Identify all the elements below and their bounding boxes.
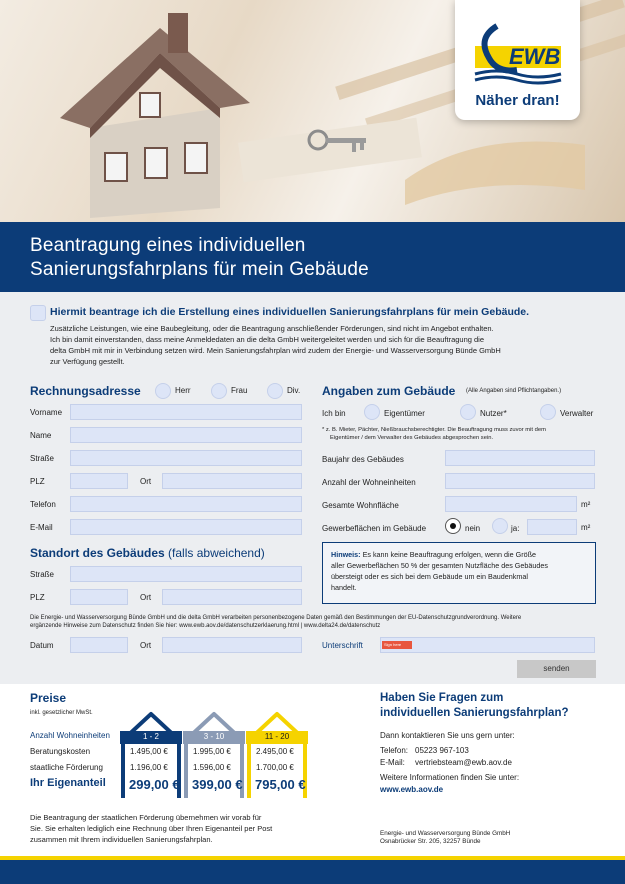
billing-heading: Rechnungsadresse [30, 384, 141, 398]
web-link[interactable]: www.ewb.aov.de [380, 785, 444, 794]
prices-note-3: zusammen mit Ihrem individuellen Sanierungsfahrplan. [30, 835, 213, 844]
salutation-frau-label: Frau [231, 386, 248, 395]
page-title [30, 234, 369, 282]
datum-field[interactable] [70, 637, 128, 653]
name-field[interactable] [70, 427, 302, 443]
intro-line-4: zur Verfügung gestellt. [50, 357, 125, 366]
title-band [0, 222, 625, 292]
prices-area [0, 684, 625, 860]
privacy-line-2: ergänzende Hinweise zum Datenschutz finden Sie hier: www.ewb.aov.de/datenschutzerklaerung.html | www.delta24.de/datenschutz [30, 623, 381, 629]
consent-heading: Hiermit beantrage ich die Erstellung eines individuellen Sanierungsfahrplans für mein Gebäude. [50, 306, 530, 318]
plz-field[interactable] [70, 473, 128, 489]
hint-box [322, 542, 596, 604]
role-nutzer-radio[interactable] [460, 404, 476, 420]
salutation-herr-radio[interactable] [155, 383, 171, 399]
tier-2-funding: 1.596,00 € [193, 763, 231, 772]
tier-3-cost: 2.495,00 € [256, 747, 294, 756]
location-strasse-label: Straße [30, 570, 55, 579]
tier-1-own: 299,00 € [129, 777, 180, 792]
vorname-field[interactable] [70, 404, 302, 420]
role-footnote-2: Eigentümer / dem Verwalter des Gebäudes abgesprochen sein. [330, 435, 494, 441]
hint-label: Hinweis: [331, 550, 361, 559]
gewerbe-label: Gewerbeflächen im Gebäude [322, 524, 427, 533]
email-label: E-Mail [30, 523, 53, 532]
wohnflaeche-label: Gesamte Wohnfläche [322, 501, 399, 510]
row-cost-label: Beratungskosten [30, 747, 91, 756]
baujahr-label: Baujahr des Gebäudes [322, 455, 404, 464]
baujahr-field[interactable] [445, 450, 595, 466]
datum-label: Datum [30, 641, 54, 650]
hint-line-1 [331, 549, 536, 560]
plz-label: PLZ [30, 477, 45, 486]
location-heading-text: Standort des Gebäudes [30, 546, 165, 560]
role-footnote-1: * z. B. Mieter, Pächter, Nießbrauchsberechtigter. Die Beauftragung muss zuvor mit dem [322, 427, 546, 433]
gewerbe-ja-label: ja: [511, 524, 520, 533]
telefon-label: Telefon [30, 500, 56, 509]
location-strasse-field[interactable] [70, 566, 302, 582]
unterschrift-label: Unterschrift [322, 641, 363, 650]
hint-line-2: aller Gewerbeflächen 50 % der gesamten Nutzfläche des Gebäudes [331, 561, 548, 570]
telefon-field[interactable] [70, 496, 302, 512]
salutation-div-label: Div. [287, 386, 301, 395]
mail-value[interactable]: vertriebsteam@ewb.aov.de [415, 758, 512, 767]
strasse-field[interactable] [70, 450, 302, 466]
row-own-label: Ihr Eigenanteil [30, 777, 106, 789]
ich-bin-label: Ich bin [322, 409, 346, 418]
gewerbe-nein-radio[interactable] [445, 518, 461, 534]
wohneinheiten-field[interactable] [445, 473, 595, 489]
wohnflaeche-unit: m² [581, 500, 591, 509]
gewerbe-ja-radio[interactable] [492, 518, 508, 534]
ewb-logo-icon [467, 18, 567, 88]
title-line-1: Beantragung eines individuellen [30, 235, 306, 256]
contact-more: Weitere Informationen finden Sie unter: [380, 773, 520, 782]
ewb-logo [455, 0, 580, 120]
sign-ort-label: Ort [140, 641, 152, 650]
email-field[interactable] [70, 519, 302, 535]
ort-field[interactable] [162, 473, 302, 489]
sign-here-tag: Sign here [382, 641, 412, 649]
company-address: Osnabrücker Str. 205, 32257 Bünde [380, 838, 481, 845]
contact-heading-1: Haben Sie Fragen zum [380, 692, 504, 704]
tier-2-units: 3 - 10 [203, 732, 225, 741]
privacy-line-1: Die Energie- und Wasserversorgung Bünde GmbH und die delta GmbH verarbeiten personenbezogene Daten gemäß den Bestimmungen der EU-Datenschutzgrundverordnung. Weitere [30, 615, 522, 621]
prices-note-1: Die Beantragung der staatlichen Förderung übernehmen wir vorab für [30, 813, 262, 822]
logo-text: EWB [509, 44, 561, 69]
consent-checkbox[interactable] [30, 305, 46, 321]
role-verwalter-radio[interactable] [540, 404, 556, 420]
unterschrift-field[interactable] [380, 637, 595, 653]
salutation-frau-radio[interactable] [211, 383, 227, 399]
vorname-label: Vorname [30, 408, 63, 417]
send-button[interactable]: senden [517, 660, 596, 678]
tier-3-own: 795,00 € [255, 777, 306, 792]
salutation-herr-label: Herr [175, 386, 191, 395]
hint-line-3: übersteigt oder es sich bei dem Gebäude um ein Baudenkmal [331, 572, 528, 581]
plans-icon [395, 120, 595, 210]
wohneinheiten-label: Anzahl der Wohneinheiten [322, 478, 416, 487]
role-eigentuemer-label: Eigentümer [384, 409, 425, 418]
hint-text-1: Es kann keine Beauftragung erfolgen, wenn die Größe [362, 550, 536, 559]
name-label: Name [30, 431, 52, 440]
tier-1-units: 1 - 2 [142, 732, 159, 741]
salutation-div-radio[interactable] [267, 383, 283, 399]
building-note: (Alle Angaben sind Pflichtangaben.) [466, 388, 562, 394]
tier-2-cost: 1.995,00 € [193, 747, 231, 756]
building-heading: Angaben zum Gebäude [322, 384, 456, 398]
gewerbe-unit: m² [581, 523, 591, 532]
company-name: Energie- und Wasserversorgung Bünde GmbH [380, 830, 511, 837]
tel-value[interactable]: 05223 967-103 [415, 746, 469, 755]
intro-line-3: delta GmbH mit mir in Verbindung setzen wird. Mein Sanierungsfahrplan wird zudem der Energie- und Wasserversorgung Bünde GmbH [50, 346, 501, 355]
sign-ort-field[interactable] [162, 637, 302, 653]
strasse-label: Straße [30, 454, 55, 463]
intro-line-2: Ich bin damit einverstanden, dass meine Anmeldedaten an die delta GmbH weitergeleitet werden und sich für die Beauftragung die [50, 335, 485, 344]
contact-intro: Dann kontaktieren Sie uns gern unter: [380, 731, 515, 740]
role-nutzer-label: Nutzer* [480, 409, 507, 418]
contact-heading-2: individuellen Sanierungsfahrplan? [380, 707, 569, 719]
contact-heading [380, 691, 569, 721]
prices-heading: Preise [30, 691, 67, 705]
gewerbe-flaeche-field[interactable] [527, 519, 577, 535]
tier-1-cost: 1.495,00 € [130, 747, 168, 756]
role-eigentuemer-radio[interactable] [364, 404, 380, 420]
form-area [0, 292, 625, 684]
tier-2-own: 399,00 € [192, 777, 243, 792]
hint-line-4: handelt. [331, 583, 357, 592]
mail-label: E-Mail: [380, 758, 405, 767]
tagline: Näher dran! [475, 92, 560, 109]
location-heading-suffix: (falls abweichend) [168, 546, 265, 560]
intro-line-1: Zusätzliche Leistungen, wie eine Baubegleitung, oder die Beantragung anschließender Förderungen, sind nicht im Angebot enthalten. [50, 324, 494, 333]
bottom-band [0, 860, 625, 884]
prices-note-2: Sie. Sie erhalten lediglich eine Rechnung über Ihren Eigenanteil per Post [30, 824, 273, 833]
tel-label: Telefon: [380, 746, 409, 755]
wohnflaeche-field[interactable] [445, 496, 577, 512]
location-ort-label: Ort [140, 593, 152, 602]
title-line-2: Sanierungsfahrplans für mein Gebäude [30, 259, 369, 280]
role-verwalter-label: Verwalter [560, 409, 594, 418]
model-house-icon [50, 8, 250, 218]
location-ort-field[interactable] [162, 589, 302, 605]
row-units-label: Anzahl Wohneinheiten [30, 731, 110, 740]
tier-1-funding: 1.196,00 € [130, 763, 168, 772]
location-heading [30, 546, 265, 560]
ort-label: Ort [140, 477, 152, 486]
keys-icon [300, 120, 380, 180]
location-plz-field[interactable] [70, 589, 128, 605]
prices-subheading: inkl. gesetzlicher MwSt. [30, 710, 93, 716]
gewerbe-nein-label: nein [465, 524, 481, 533]
row-funding-label: staatliche Förderung [30, 763, 103, 772]
tier-3-units: 11 - 20 [264, 732, 290, 741]
location-plz-label: PLZ [30, 593, 45, 602]
tier-3-funding: 1.700,00 € [256, 763, 294, 772]
